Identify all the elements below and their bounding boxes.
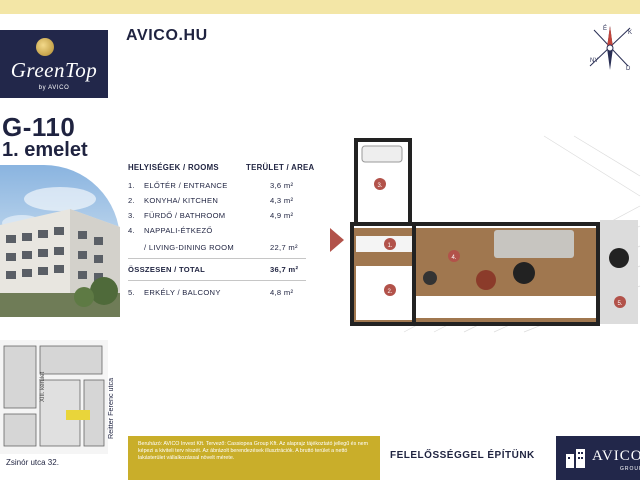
compass-west: NY xyxy=(590,58,599,64)
apartment-floor: 1. emelet xyxy=(2,139,88,161)
row-label: KONYHA/ KITCHEN xyxy=(144,196,219,205)
area-header: TERÜLET / AREA xyxy=(246,163,315,172)
plan-label-3: 3. xyxy=(377,183,383,189)
table-divider xyxy=(128,258,306,259)
total-area: 36,7 m² xyxy=(270,265,299,274)
floor-plan xyxy=(344,136,640,332)
street-label-right: Reitter Ferenc utca xyxy=(106,377,115,439)
building-icon xyxy=(564,446,588,470)
plan-label-5: 5. xyxy=(617,301,623,307)
table-row xyxy=(128,181,318,193)
plan-label-4: 4. xyxy=(451,255,457,261)
row-area: 3,6 m² xyxy=(270,181,294,190)
slogan: FELELŐSSÉGGEL ÉPÍTÜNK xyxy=(390,450,535,461)
street-label-small: XIII. kerület xyxy=(40,371,47,403)
building-photo xyxy=(0,165,120,317)
row-num: 4. xyxy=(128,226,135,235)
avico-group-logo xyxy=(556,436,643,480)
group-name: AVICO xyxy=(592,448,643,464)
street-label-bottom: Zsinór utca 32. xyxy=(6,458,59,467)
row-label: ERKÉLY / BALCONY xyxy=(144,288,221,297)
compass-north: É xyxy=(603,26,608,32)
row-area: 4,3 m² xyxy=(270,196,294,205)
row-label: / LIVING-DINING ROOM xyxy=(144,243,234,252)
logo-name: GreenTop xyxy=(10,58,98,82)
table-row xyxy=(128,211,318,223)
apartment-code: G-110 xyxy=(2,112,76,142)
total-row xyxy=(128,265,318,277)
compass-east: K xyxy=(628,30,633,36)
disclaimer: Beruházó: AVICO Invest Kft. Tervező: Cassiopea Group Kft. Az alaprajz tájékoztató jellegű és nem képezi a kiviteli terv részét. Az ábrázolt berendezések illusztrációk. A bruttó terület a nettó lakásterület vállalkozással növelt mérete. xyxy=(128,436,380,480)
greentop-logo xyxy=(0,30,108,98)
row-label: FÜRDŐ / BATHROOM xyxy=(144,211,226,220)
table-row xyxy=(128,226,318,238)
compass-south: D xyxy=(626,66,631,72)
total-label: ÖSSZESEN / TOTAL xyxy=(128,265,206,274)
row-num: 5. xyxy=(128,288,135,297)
row-num: 2. xyxy=(128,196,135,205)
row-label: ELŐTÉR / ENTRANCE xyxy=(144,181,228,190)
site-plan xyxy=(0,340,108,454)
plan-label-1: 1. xyxy=(387,243,393,249)
row-num: 1. xyxy=(128,181,135,190)
site-url[interactable]: AVICO.HU xyxy=(126,27,208,44)
compass-icon xyxy=(584,22,636,74)
row-area: 4,8 m² xyxy=(270,288,294,297)
logo-emblem-icon xyxy=(36,38,54,56)
row-num: 3. xyxy=(128,211,135,220)
balcony-row xyxy=(128,288,318,300)
table-divider xyxy=(128,280,306,281)
row-label: NAPPALI-ÉTKEZŐ xyxy=(144,226,213,235)
logo-sub: by AVICO xyxy=(38,85,70,91)
row-area: 22,7 m² xyxy=(270,243,298,252)
top-band xyxy=(0,0,640,14)
row-area: 4,9 m² xyxy=(270,211,294,220)
entrance-arrow-icon xyxy=(330,228,344,252)
table-row xyxy=(128,243,318,255)
table-row xyxy=(128,196,318,208)
rooms-header: HELYISÉGEK / ROOMS xyxy=(128,163,219,172)
plan-label-2: 2. xyxy=(387,289,393,295)
group-sub: GROUP xyxy=(620,466,643,472)
